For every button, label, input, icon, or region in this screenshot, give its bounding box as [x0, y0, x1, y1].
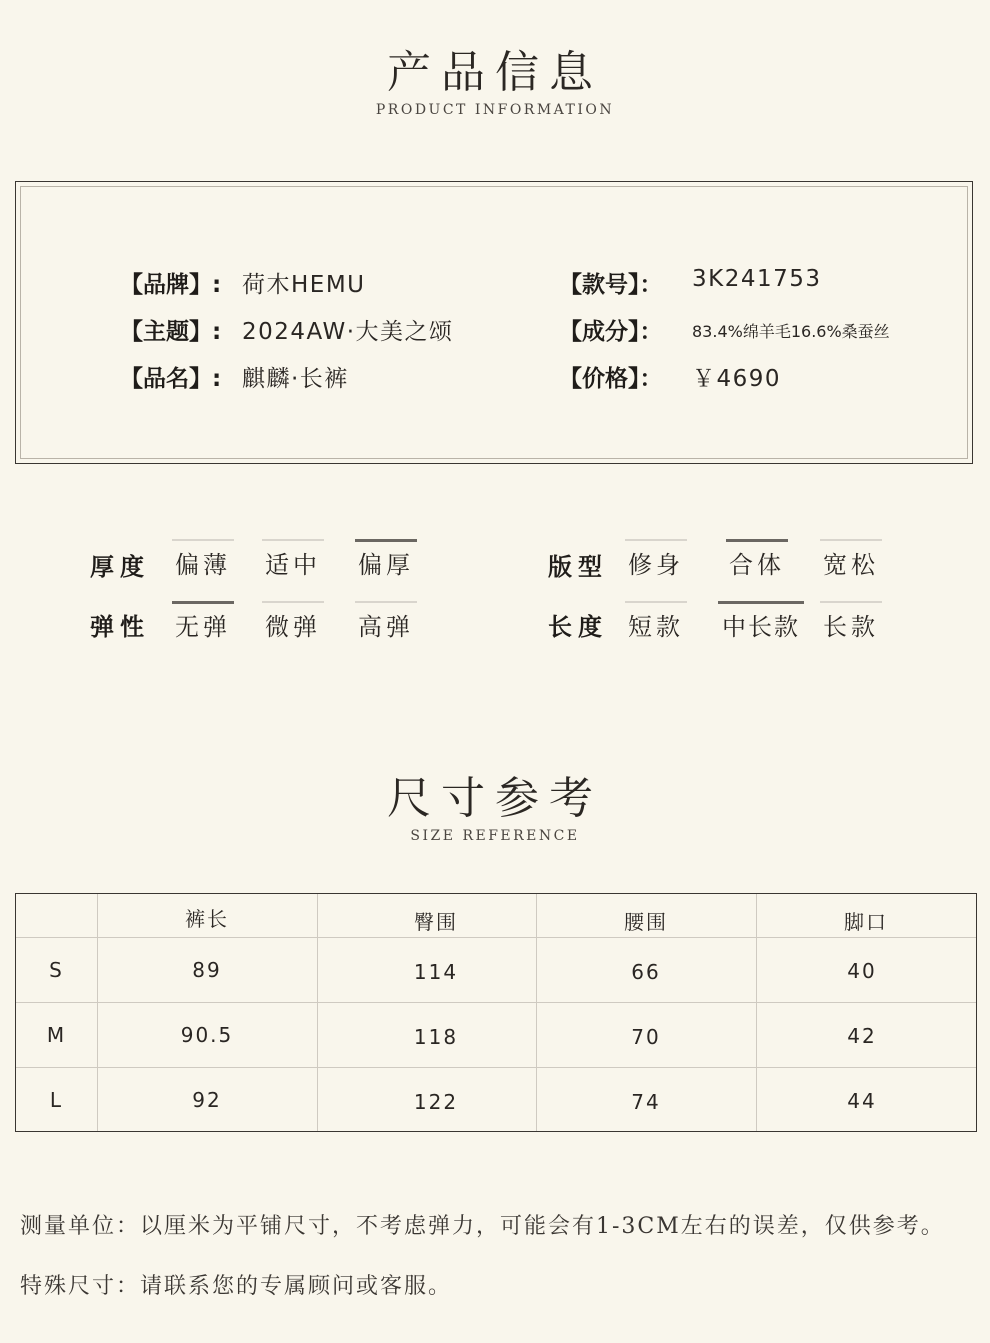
table-cell: 114: [413, 960, 459, 984]
table-cell: 118: [413, 1025, 459, 1049]
size-reference-title: 尺寸参考: [387, 773, 603, 824]
table-divider: [16, 1067, 976, 1068]
style-no-value: 3K241753: [692, 266, 822, 292]
product-info-subtitle: PRODUCT INFORMATION: [375, 102, 615, 118]
table-cell: 70: [631, 1025, 661, 1049]
table-divider: [16, 1002, 976, 1003]
product-info-box: [15, 181, 973, 464]
table-cell: 44: [847, 1089, 877, 1113]
thickness-option-thick: 偏厚: [355, 539, 417, 580]
size-label-s: S: [49, 958, 64, 982]
composition-label: 【成分】：: [559, 319, 663, 345]
fit-option-regular: 合体: [726, 539, 788, 580]
thickness-label: 厚度: [90, 553, 150, 581]
fit-option-loose: 宽松: [820, 539, 882, 580]
brand-label: 【品牌】:: [120, 272, 222, 298]
elasticity-option-none: 无弹: [172, 601, 234, 642]
product-info-title: 产品信息: [387, 47, 603, 98]
table-cell: 40: [847, 959, 877, 983]
table-cell: 42: [847, 1024, 877, 1048]
size-label-l: L: [49, 1088, 64, 1112]
special-size-note: 特殊尺寸：请联系您的专属顾问或客服。: [20, 1274, 453, 1299]
length-label: 长度: [548, 613, 608, 641]
price-label: 【价格】：: [559, 366, 663, 392]
header-hem: 脚口: [844, 910, 888, 934]
table-cell: 74: [631, 1090, 661, 1114]
length-option-short: 短款: [625, 601, 687, 642]
length-option-long: 长款: [820, 601, 882, 642]
product-info-heading: [0, 36, 990, 118]
price-value: ￥4690: [692, 366, 782, 392]
table-cell: 66: [631, 960, 661, 984]
elasticity-option-high: 高弹: [355, 601, 417, 642]
style-no-label: 【款号】：: [559, 272, 663, 298]
composition-value: 83.4%绵羊毛16.6%桑蚕丝: [692, 322, 890, 341]
table-cell: 122: [413, 1090, 459, 1114]
size-table: [15, 893, 977, 1132]
size-reference-subtitle: SIZE REFERENCE: [410, 828, 580, 844]
header-waist: 腰围: [624, 910, 668, 934]
thickness-option-medium: 适中: [262, 539, 324, 580]
product-name-value: 麒麟·长裤: [242, 366, 349, 392]
table-cell: 90.5: [180, 1023, 234, 1047]
fit-option-slim: 修身: [625, 539, 687, 580]
theme-label: 【主题】:: [120, 319, 222, 345]
size-label-m: M: [46, 1023, 67, 1047]
table-cell: 89: [192, 958, 222, 982]
measurement-note: 测量单位：以厘米为平铺尺寸，不考虑弹力，可能会有1-3CM左右的误差，仅供参考。: [20, 1214, 945, 1239]
length-option-mid: 中长款: [718, 601, 804, 642]
elasticity-option-slight: 微弹: [262, 601, 324, 642]
elasticity-label: 弹性: [90, 613, 150, 641]
header-hip: 臀围: [414, 910, 458, 934]
table-divider: [16, 937, 976, 938]
fit-label: 版型: [548, 553, 608, 581]
brand-value: 荷木HEMU: [242, 272, 366, 298]
theme-value: 2024AW·大美之颂: [242, 319, 454, 345]
product-name-label: 【品名】:: [120, 366, 222, 392]
thickness-option-thin: 偏薄: [172, 539, 234, 580]
table-cell: 92: [192, 1088, 222, 1112]
size-reference-heading: [0, 762, 990, 844]
header-length: 裤长: [185, 907, 229, 931]
